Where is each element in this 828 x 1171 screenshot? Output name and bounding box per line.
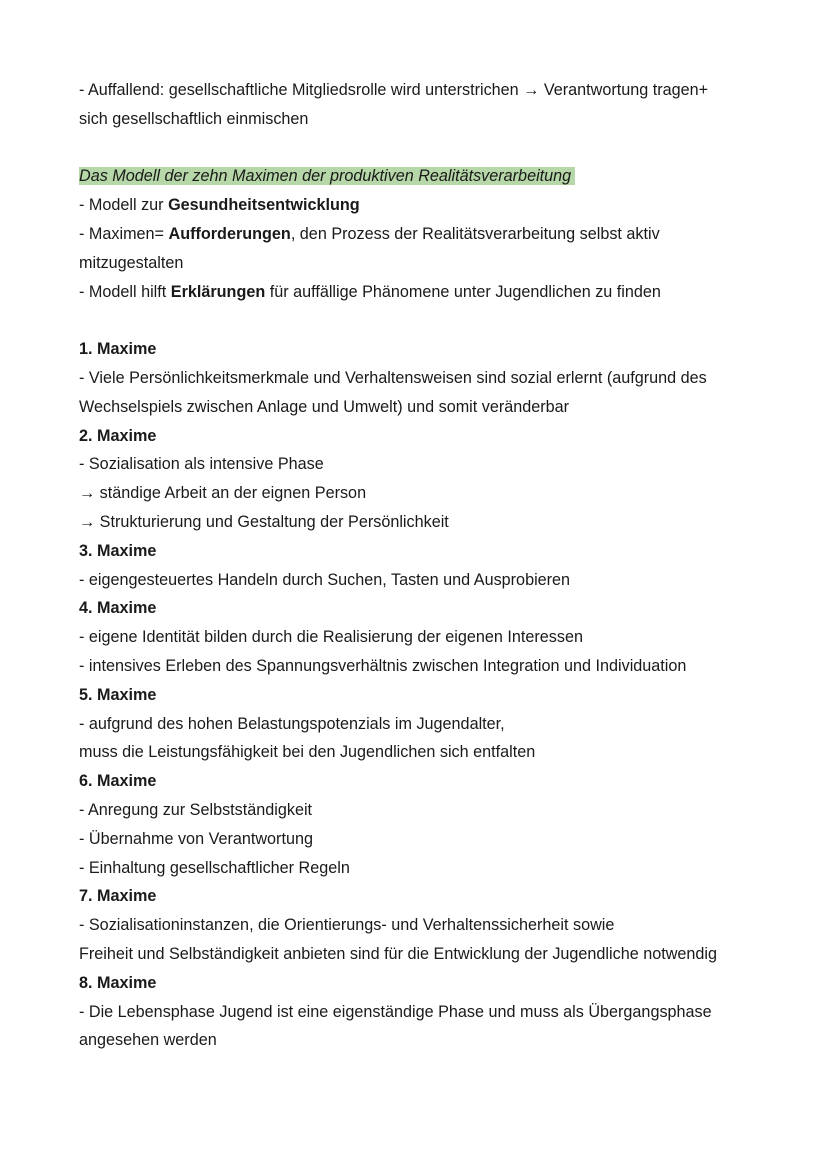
maxim-line: - Sozialisation als intensive Phase <box>79 455 324 474</box>
maxim-line: angesehen werden <box>79 1031 217 1050</box>
maxim-title: 1. Maxime <box>79 340 157 359</box>
maxim-title: 2. Maxime <box>79 426 157 445</box>
model-point-2-pre: - Maximen= <box>79 224 169 243</box>
maxim-line: → Strukturierung und Gestaltung der Persönlichkeit <box>79 512 449 531</box>
maxim-line: - Die Lebensphase Jugend ist eine eigenständige Phase und muss als Übergangsphase <box>79 1002 712 1021</box>
maxim-line: - eigengesteuertes Handeln durch Suchen, Tasten und Ausprobieren <box>79 570 571 589</box>
model-point-3-pre: - Modell hilft <box>79 282 171 301</box>
model-point-2-post: , den Prozess der Realitätsverarbeitung selbst aktiv <box>290 224 660 243</box>
maxim-title: 5. Maxime <box>79 685 157 704</box>
maxim-line: → ständige Arbeit an der eignen Person <box>79 484 367 503</box>
maxim-line: - eigene Identität bilden durch die Realisierung der eigenen Interessen <box>79 628 583 647</box>
model-point-1-bold: Gesundheitsentwicklung <box>168 196 360 215</box>
maxim-line: - intensives Erleben des Spannungsverhältnis zwischen Integration und Individuation <box>79 656 687 675</box>
maxim-title: 7. Maxime <box>79 887 157 906</box>
model-point-2-bold: Aufforderungen <box>168 224 291 243</box>
maxim-line: - Übernahme von Verantwortung <box>79 829 313 848</box>
maxim-line: - Viele Persönlichkeitsmerkmale und Verhaltensweisen sind sozial erlernt (aufgrund des <box>79 368 707 387</box>
maxim-line: - Einhaltung gesellschaftlicher Regeln <box>79 858 350 877</box>
maxim-title: 8. Maxime <box>79 973 157 992</box>
maxim-title: 6. Maxime <box>79 772 157 791</box>
model-point-3 <box>79 278 759 307</box>
model-point-3-post: für auffällige Phänomene unter Jugendlichen zu finden <box>265 282 661 301</box>
model-point-2-line-2: mitzugestalten <box>79 253 184 272</box>
model-point-1-pre: - Modell zur <box>79 196 169 215</box>
model-heading-line <box>79 162 759 191</box>
maxim-line: muss die Leistungsfähigkeit bei den Jugendlichen sich entfalten <box>79 743 536 762</box>
model-point-2 <box>79 220 759 249</box>
maxim-line: - Anregung zur Selbstständigkeit <box>79 800 313 819</box>
spacer <box>79 134 759 163</box>
document-page <box>79 76 759 1055</box>
model-point-3-bold: Erklärungen <box>170 282 266 301</box>
maxim-line: - Sozialisationinstanzen, die Orientierungs- und Verhaltenssicherheit sowie <box>79 916 615 935</box>
maxim-title: 3. Maxime <box>79 541 157 560</box>
model-point-1 <box>79 191 759 220</box>
model-heading: Das Modell der zehn Maximen der produktiven Realitätsverarbeitung <box>79 167 575 185</box>
spacer <box>79 306 759 335</box>
maxim-line: Wechselspiels zwischen Anlage und Umwelt) und somit veränderbar <box>79 397 570 416</box>
maxim-line: Freiheit und Selbständigkeit anbieten sind für die Entwicklung der Jugendliche notwendig <box>79 944 718 963</box>
intro-line-2: sich gesellschaftlich einmischen <box>79 109 309 128</box>
maxims-list <box>79 335 759 1055</box>
intro-line-1: - Auffallend: gesellschaftliche Mitgliedsrolle wird unterstrichen → Verantwortung tragen+ <box>79 81 709 99</box>
maxim-title: 4. Maxime <box>79 599 157 618</box>
maxim-line: - aufgrund des hohen Belastungspotenzials im Jugendalter, <box>79 714 505 733</box>
